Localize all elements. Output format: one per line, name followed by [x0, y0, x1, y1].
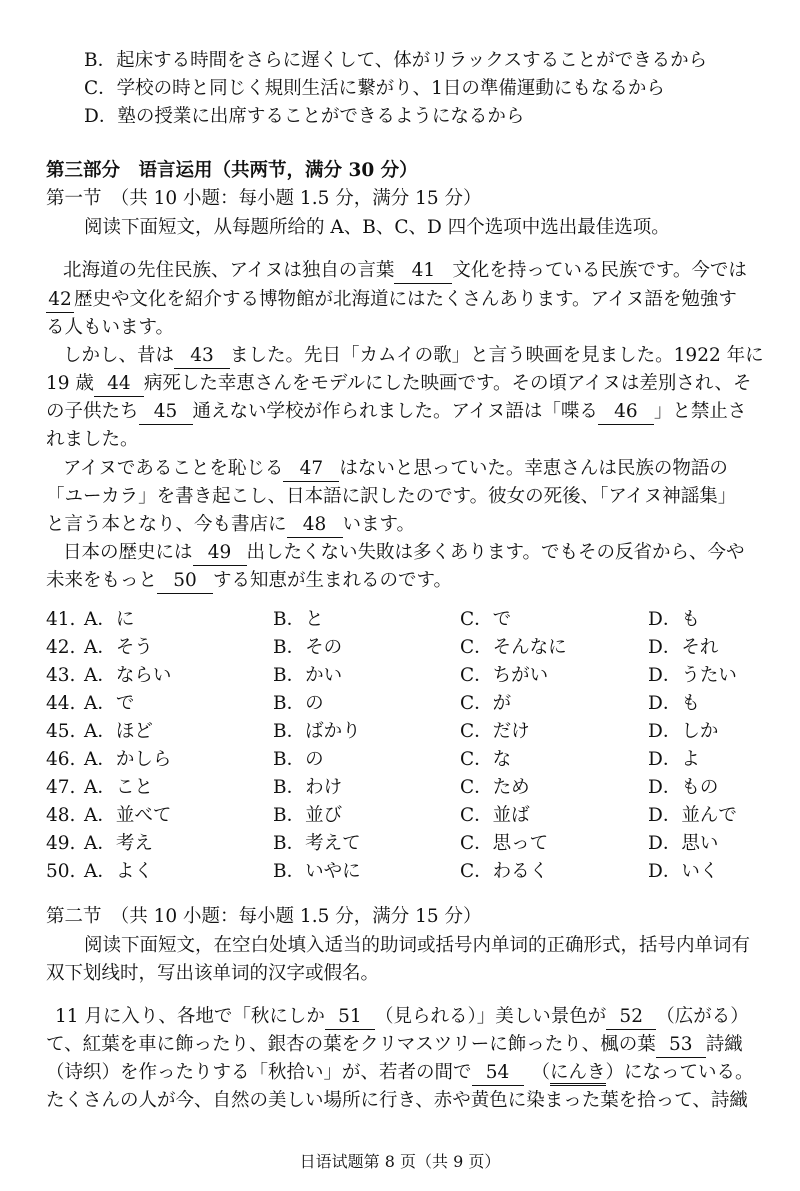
option-d: D．も	[648, 609, 700, 630]
blank-43: 43	[174, 344, 230, 369]
option-b: B．の	[273, 749, 324, 770]
blank-51: 51	[325, 1005, 375, 1030]
passage2-line: （诗织）を作ったりする「秋拾い」が、若者の間で 54 （にんき）になっている。	[46, 1059, 754, 1087]
section2-instruction: 双下划线时，写出该单词的汉字或假名。	[46, 963, 380, 984]
option-c: C．そんなに	[460, 637, 567, 658]
question-number: 46.	[46, 749, 76, 770]
blank-54: 54	[472, 1061, 524, 1086]
option-c: C．が	[460, 693, 512, 714]
blank-49: 49	[193, 541, 247, 566]
option-a: A．そう	[84, 637, 153, 658]
passage1-line: アイヌであることを恥じる 47 はないと思っていた。幸恵さんは民族の物語の	[63, 455, 728, 483]
question-row	[0, 634, 800, 662]
option-d: D．いく	[648, 861, 719, 882]
question-number: 49.	[46, 833, 76, 854]
blank-50: 50	[157, 569, 213, 594]
option-a: A．ならい	[84, 665, 172, 686]
question-row	[0, 858, 800, 886]
passage1-line: しかし、昔は 43 ました。先日「カムイの歌」と言う映画を見ました。1922 年に	[63, 342, 764, 370]
option-b: B．の	[273, 693, 324, 714]
blank-52: 52	[606, 1005, 656, 1030]
section1-title: 第一节 （共 10 小题：每小题 1.5 分，满分 15 分）	[46, 188, 482, 209]
part3-title: 第三部分 语言运用（共两节，满分 30 分）	[46, 160, 418, 181]
option-a: A．に	[84, 609, 135, 630]
option-b: B．ばかり	[273, 721, 361, 742]
question-row	[0, 774, 800, 802]
option-a: A．で	[84, 693, 135, 714]
option-a: A．並べて	[84, 805, 172, 826]
question-row	[0, 802, 800, 830]
passage1-line: 19 歳 44 病死した幸恵さんをモデルにした映画です。その頃アイヌは差別され、そ	[46, 370, 751, 398]
section2-title: 第二节 （共 10 小题：每小题 1.5 分，满分 15 分）	[46, 906, 482, 927]
blank-47: 47	[283, 457, 339, 482]
question-number: 50.	[46, 861, 76, 882]
option-b: B．と	[273, 609, 324, 630]
question-row	[0, 746, 800, 774]
passage1-line: 「ユーカラ」を書き起こし、日本語に訳したのです。彼女の死後、「アイヌ神謡集」	[46, 486, 737, 507]
passage1-line: の子供たち 45 通えない学校が作られました。アイヌ語は「喋る 46 」と禁止さ	[46, 398, 746, 426]
option-c: C．だけ	[460, 721, 530, 742]
blank-53: 53	[656, 1033, 706, 1058]
option-c: C．な	[460, 749, 512, 770]
option-b: B．かい	[273, 665, 343, 686]
question-number: 44.	[46, 693, 76, 714]
option-c-prev: C．学校の時と同じく規則生活に繋がり、1日の準備運動にもなるから	[84, 78, 665, 99]
question-row	[0, 718, 800, 746]
option-a: A．考え	[84, 833, 153, 854]
blank-46: 46	[598, 400, 654, 425]
option-a: A．こと	[84, 777, 153, 798]
option-c: C．わるく	[460, 861, 549, 882]
question-row	[0, 830, 800, 858]
passage1-line: と言う本となり、今も書店に 48 います。	[46, 511, 415, 539]
option-d: D．しか	[648, 721, 719, 742]
passage1-line: る人もいます。	[46, 317, 175, 338]
question-row	[0, 606, 800, 634]
double-underlined-word: にんき	[550, 1062, 606, 1086]
question-row	[0, 662, 800, 690]
blank-41: 41	[394, 259, 452, 284]
option-c: C．ため	[460, 777, 530, 798]
page-footer: 日语试题第 8 页（共 9 页）	[299, 1152, 501, 1171]
option-d-prev: D．塾の授業に出席することができるようになるから	[84, 106, 525, 127]
passage1-line: れました。	[46, 429, 139, 450]
option-d: D．思い	[648, 833, 719, 854]
option-d: D．もの	[648, 777, 719, 798]
option-b: B．その	[273, 637, 343, 658]
passage2-line: て、紅葉を車に飾ったり、銀杏の葉をクリマスツリーに飾ったり、楓の葉 53 詩織	[46, 1031, 743, 1059]
option-d: D．並んで	[648, 805, 737, 826]
blank-44: 44	[94, 372, 144, 397]
passage2-line: 11 月に入り、各地で「秋にしか 51 （見られる）」美しい景色が 52 （広がる）	[55, 1003, 749, 1031]
option-b: B．並び	[273, 805, 343, 826]
question-number: 47.	[46, 777, 76, 798]
passage1-line: 日本の歴史には 49 出したくない失敗は多くあります。でもその反省から、今や	[63, 539, 745, 567]
passage1-line: 北海道の先住民族、アイヌは独自の言葉 41 文化を持っている民族です。今では	[63, 257, 747, 285]
option-b: B．いやに	[273, 861, 361, 882]
option-d: D．うたい	[648, 665, 737, 686]
option-a: A．よく	[84, 861, 153, 882]
option-c: C．並ば	[460, 805, 530, 826]
question-row	[0, 690, 800, 718]
option-d: D．も	[648, 693, 700, 714]
passage2-line: たくさんの人が今、自然の美しい場所に行き、赤や黄色に染まった葉を拾って、詩織	[46, 1090, 748, 1111]
question-number: 42.	[46, 637, 76, 658]
blank-45: 45	[139, 400, 193, 425]
blank-42: 42	[46, 288, 74, 313]
question-number: 43.	[46, 665, 76, 686]
passage1-line: 未来をもっと 50 する知恵が生まれるのです。	[46, 567, 452, 595]
option-a: A．ほど	[84, 721, 153, 742]
option-b-prev: B．起床する時間をさらに遅くして、体がリラックスすることができるから	[84, 50, 708, 71]
option-c: C．ちがい	[460, 665, 549, 686]
option-a: A．かしら	[84, 749, 172, 770]
question-number: 41.	[46, 609, 76, 630]
section2-instruction: 阅读下面短文，在空白处填入适当的助词或括号内单词的正确形式，括号内单词有	[84, 935, 751, 956]
blank-48: 48	[287, 513, 343, 538]
option-b: B．わけ	[273, 777, 343, 798]
option-c: C．で	[460, 609, 512, 630]
option-c: C．思って	[460, 833, 549, 854]
option-b: B．考えて	[273, 833, 361, 854]
passage1-line: 42 歴史や文化を紹介する博物館が北海道にはたくさんあります。アイヌ語を勉強す	[46, 286, 737, 314]
question-number: 45.	[46, 721, 76, 742]
option-d: D．それ	[648, 637, 719, 658]
section1-instruction: 阅读下面短文，从每题所给的 A、B、C、D 四个选项中选出最佳选项。	[84, 217, 670, 238]
option-d: D．よ	[648, 749, 700, 770]
question-number: 48.	[46, 805, 76, 826]
